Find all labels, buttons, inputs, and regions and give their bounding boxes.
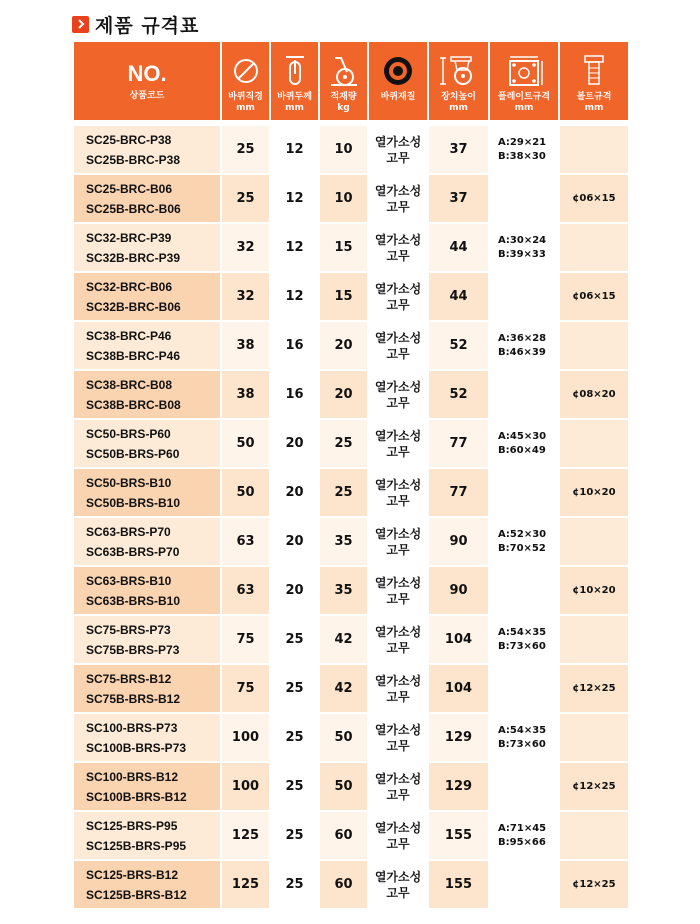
load-capacity-cell: 42 — [320, 665, 367, 714]
table-row — [74, 126, 628, 175]
wheel-thickness-cell: 20 — [271, 420, 318, 469]
material-line-1: 열가소성 — [374, 232, 422, 247]
load-capacity-cell: 60 — [320, 812, 367, 861]
wheel-material-cell — [369, 518, 427, 567]
material-line-1: 열가소성 — [374, 624, 422, 639]
plate-size-b: B:39×33 — [498, 248, 546, 260]
material-line-2: 고무 — [386, 297, 410, 312]
product-code-b: SC75B-BRS-P73 — [86, 642, 180, 657]
mounting-height-cell: 77 — [429, 420, 488, 469]
wheel-thickness-cell: 20 — [271, 469, 318, 518]
load-capacity-cell: 50 — [320, 714, 367, 763]
product-code-cell — [74, 812, 220, 861]
product-code-cell — [74, 518, 220, 567]
wheel-material-cell — [369, 322, 427, 371]
plate-size-cell — [490, 567, 558, 616]
product-code: SC63-BRS-B10 — [86, 573, 172, 588]
plate-size-a: A:54×35 — [498, 724, 547, 736]
plate-size-cell — [490, 518, 558, 567]
bolt-size-cell — [560, 616, 628, 665]
wheel-material-cell — [369, 420, 427, 469]
product-code-cell — [74, 126, 220, 175]
bolt-size-cell: ¢06×15 — [560, 273, 628, 322]
header-unit: mm — [584, 103, 604, 113]
product-code: SC50-BRS-B10 — [86, 475, 172, 490]
header-unit — [369, 103, 427, 120]
mounting-height-cell: 37 — [429, 126, 488, 175]
product-code: SC125-BRS-P95 — [86, 818, 178, 833]
load-capacity-icon — [320, 50, 367, 92]
wheel-thickness-cell: 25 — [271, 616, 318, 665]
table-row — [74, 518, 628, 567]
product-code-b: SC50B-BRS-B10 — [86, 495, 181, 510]
header-label: 플레이트규격 — [497, 92, 551, 102]
mounting-height-cell: 104 — [429, 665, 488, 714]
bolt-size-cell — [560, 812, 628, 861]
material-line-1: 열가소성 — [374, 673, 422, 688]
load-capacity-cell: 25 — [320, 420, 367, 469]
material-line-1: 열가소성 — [374, 379, 422, 394]
mounting-height-cell: 129 — [429, 763, 488, 812]
material-line-1: 열가소성 — [374, 281, 422, 296]
product-code-cell — [74, 322, 220, 371]
header-unit: mm — [449, 103, 468, 113]
material-line-1: 열가소성 — [374, 134, 422, 149]
material-line-2: 고무 — [386, 787, 410, 802]
product-code: SC25-BRC-B06 — [86, 181, 173, 196]
product-code: SC25-BRC-P38 — [86, 132, 172, 147]
wheel-diameter-cell: 63 — [222, 518, 269, 567]
product-code: SC125-BRS-B12 — [86, 867, 179, 882]
wheel-material-cell — [369, 126, 427, 175]
bolt-size-icon — [560, 50, 628, 92]
wheel-material-cell — [369, 714, 427, 763]
wheel-material-cell — [369, 224, 427, 273]
plate-size-cell — [490, 665, 558, 714]
wheel-material-icon — [369, 50, 427, 92]
product-code-cell — [74, 175, 220, 224]
plate-size-a: A:30×24 — [498, 234, 547, 246]
spec-table-body — [74, 126, 628, 910]
table-row — [74, 322, 628, 371]
load-capacity-cell: 42 — [320, 616, 367, 665]
wheel-thickness-icon — [271, 50, 318, 92]
material-line-2: 고무 — [386, 248, 410, 263]
header-unit: mm — [236, 103, 255, 113]
wheel-diameter-cell: 63 — [222, 567, 269, 616]
plate-size-cell — [490, 714, 558, 763]
header-label: 바퀴직경 — [228, 92, 263, 102]
material-line-2: 고무 — [386, 689, 410, 704]
wheel-diameter-cell: 100 — [222, 763, 269, 812]
product-code-b: SC50B-BRS-P60 — [86, 446, 180, 461]
load-capacity-cell: 10 — [320, 175, 367, 224]
wheel-diameter-cell: 32 — [222, 273, 269, 322]
plate-size-b: B:46×39 — [498, 346, 546, 358]
load-capacity-cell: 15 — [320, 273, 367, 322]
table-row — [74, 273, 628, 322]
material-line-1: 열가소성 — [374, 526, 422, 541]
header-label: 볼트규격 — [576, 92, 612, 102]
wheel-thickness-cell: 12 — [271, 224, 318, 273]
product-code-cell — [74, 665, 220, 714]
header-unit: kg — [337, 103, 350, 113]
product-code-cell — [74, 371, 220, 420]
header-wheel-material — [369, 42, 427, 120]
product-code: SC100-BRS-P73 — [86, 720, 178, 735]
mounting-height-cell: 44 — [429, 273, 488, 322]
header-wheel-diameter — [222, 42, 269, 120]
page-title-block — [72, 10, 199, 38]
wheel-diameter-cell: 75 — [222, 616, 269, 665]
material-line-1: 열가소성 — [374, 722, 422, 737]
product-code-cell — [74, 224, 220, 273]
plate-size-cell — [490, 420, 558, 469]
product-code-b: SC125B-BRS-P95 — [86, 838, 187, 853]
wheel-diameter-cell: 100 — [222, 714, 269, 763]
material-line-2: 고무 — [386, 542, 410, 557]
header-bolt-size — [560, 42, 628, 120]
load-capacity-cell: 20 — [320, 371, 367, 420]
mounting-height-cell: 44 — [429, 224, 488, 273]
product-code-b: SC75B-BRS-B12 — [86, 691, 181, 706]
wheel-thickness-cell: 25 — [271, 714, 318, 763]
mounting-height-cell: 90 — [429, 518, 488, 567]
header-unit: mm — [285, 103, 304, 113]
wheel-diameter-cell: 25 — [222, 175, 269, 224]
plate-size-cell — [490, 175, 558, 224]
load-capacity-cell: 10 — [320, 126, 367, 175]
product-code-b: SC38B-BRC-P46 — [86, 348, 181, 363]
bolt-size-cell: ¢10×20 — [560, 567, 628, 616]
product-code-b: SC100B-BRS-P73 — [86, 740, 187, 755]
wheel-material-cell — [369, 273, 427, 322]
product-code: SC75-BRS-B12 — [86, 671, 172, 686]
mounting-height-cell: 77 — [429, 469, 488, 518]
header-wheel-thickness — [271, 42, 318, 120]
header-label: 바퀴재질 — [380, 92, 416, 102]
wheel-thickness-cell: 20 — [271, 567, 318, 616]
product-code-b: SC63B-BRS-P70 — [86, 544, 180, 559]
plate-size-cell — [490, 126, 558, 175]
table-row — [74, 763, 628, 812]
wheel-material-cell — [369, 812, 427, 861]
plate-size-cell — [490, 616, 558, 665]
wheel-material-cell — [369, 371, 427, 420]
product-code-b: SC25B-BRC-B06 — [86, 201, 181, 216]
wheel-material-cell — [369, 763, 427, 812]
load-capacity-cell: 35 — [320, 567, 367, 616]
header-mounting-height — [429, 42, 488, 120]
material-line-1: 열가소성 — [374, 575, 422, 590]
wheel-diameter-cell: 125 — [222, 812, 269, 861]
wheel-diameter-cell: 125 — [222, 861, 269, 910]
plate-size-cell — [490, 861, 558, 910]
load-capacity-cell: 60 — [320, 861, 367, 910]
wheel-diameter-cell: 32 — [222, 224, 269, 273]
bolt-size-cell: ¢12×25 — [560, 861, 628, 910]
header-label: 바퀴두께 — [277, 92, 312, 102]
header-unit: mm — [514, 103, 534, 113]
load-capacity-cell: 20 — [320, 322, 367, 371]
wheel-thickness-cell: 16 — [271, 371, 318, 420]
plate-size-a: A:52×30 — [498, 528, 547, 540]
wheel-thickness-cell: 16 — [271, 322, 318, 371]
plate-size-cell — [490, 763, 558, 812]
material-line-2: 고무 — [386, 199, 410, 214]
table-row — [74, 224, 628, 273]
product-code-cell — [74, 567, 220, 616]
material-line-1: 열가소성 — [374, 330, 422, 345]
mounting-height-cell: 52 — [429, 371, 488, 420]
table-row — [74, 371, 628, 420]
plate-size-cell — [490, 322, 558, 371]
bolt-size-cell — [560, 322, 628, 371]
mounting-height-cell: 104 — [429, 616, 488, 665]
table-row — [74, 665, 628, 714]
load-capacity-cell: 15 — [320, 224, 367, 273]
mounting-height-cell: 155 — [429, 861, 488, 910]
header-row — [74, 42, 628, 120]
material-line-2: 고무 — [386, 493, 410, 508]
plate-size-b: B:73×60 — [498, 738, 546, 750]
wheel-diameter-icon — [222, 50, 269, 92]
product-code-cell — [74, 273, 220, 322]
wheel-material-cell — [369, 175, 427, 224]
wheel-diameter-cell: 50 — [222, 420, 269, 469]
product-code-cell — [74, 616, 220, 665]
plate-size-a: A:54×35 — [498, 626, 547, 638]
wheel-thickness-cell: 25 — [271, 861, 318, 910]
wheel-thickness-cell: 12 — [271, 175, 318, 224]
plate-size-b: B:73×60 — [498, 640, 546, 652]
plate-size-b: B:60×49 — [498, 444, 546, 456]
table-row — [74, 567, 628, 616]
mounting-height-cell: 52 — [429, 322, 488, 371]
bolt-size-cell — [560, 126, 628, 175]
bolt-size-cell: ¢10×20 — [560, 469, 628, 518]
material-line-2: 고무 — [386, 591, 410, 606]
page-title: 제품 규격표 — [95, 14, 200, 37]
material-line-2: 고무 — [386, 836, 410, 851]
product-code: SC75-BRS-P73 — [86, 622, 171, 637]
header-label: 적재량 — [330, 92, 357, 102]
material-line-1: 열가소성 — [374, 869, 422, 884]
material-line-2: 고무 — [386, 885, 410, 900]
product-code-cell — [74, 763, 220, 812]
plate-size-b: B:70×52 — [498, 542, 546, 554]
header-load-capacity — [320, 42, 367, 120]
product-code: SC38-BRC-P46 — [86, 328, 172, 343]
wheel-diameter-cell: 38 — [222, 322, 269, 371]
table-row — [74, 469, 628, 518]
wheel-diameter-cell: 75 — [222, 665, 269, 714]
bolt-size-cell — [560, 224, 628, 273]
bolt-size-cell — [560, 420, 628, 469]
plate-size-a: A:71×45 — [498, 822, 547, 834]
wheel-material-cell — [369, 665, 427, 714]
plate-size-b: B:38×30 — [498, 150, 546, 162]
product-code-cell — [74, 861, 220, 910]
wheel-material-cell — [369, 616, 427, 665]
header-no-label: NO. — [127, 60, 167, 86]
wheel-thickness-cell: 25 — [271, 812, 318, 861]
product-code-b: SC25B-BRC-P38 — [86, 152, 181, 167]
bolt-size-cell: ¢12×25 — [560, 763, 628, 812]
product-code-cell — [74, 420, 220, 469]
mounting-height-cell: 155 — [429, 812, 488, 861]
plate-size-a: A:45×30 — [498, 430, 547, 442]
wheel-material-cell — [369, 469, 427, 518]
product-code-b: SC32B-BRC-B06 — [86, 299, 181, 314]
mounting-height-cell: 129 — [429, 714, 488, 763]
product-code: SC63-BRS-P70 — [86, 524, 171, 539]
plate-size-b: B:95×66 — [498, 836, 546, 848]
plate-size-cell — [490, 224, 558, 273]
plate-size-cell — [490, 812, 558, 861]
product-code-cell — [74, 469, 220, 518]
plate-size-icon — [490, 50, 558, 92]
wheel-thickness-cell: 20 — [271, 518, 318, 567]
plate-size-cell — [490, 371, 558, 420]
wheel-diameter-cell: 25 — [222, 126, 269, 175]
load-capacity-cell: 50 — [320, 763, 367, 812]
material-line-1: 열가소성 — [374, 183, 422, 198]
plate-size-a: A:29×21 — [498, 136, 547, 148]
product-code-b: SC38B-BRC-B08 — [86, 397, 181, 412]
material-line-1: 열가소성 — [374, 771, 422, 786]
product-code: SC38-BRC-B08 — [86, 377, 173, 392]
product-code-cell — [74, 714, 220, 763]
wheel-material-cell — [369, 861, 427, 910]
wheel-thickness-cell: 12 — [271, 273, 318, 322]
plate-size-cell — [490, 469, 558, 518]
material-line-1: 열가소성 — [374, 477, 422, 492]
product-code: SC32-BRC-B06 — [86, 279, 173, 294]
material-line-2: 고무 — [386, 640, 410, 655]
table-row — [74, 175, 628, 224]
bolt-size-cell — [560, 518, 628, 567]
table-row — [74, 420, 628, 469]
material-line-1: 열가소성 — [374, 820, 422, 835]
wheel-material-cell — [369, 567, 427, 616]
material-line-2: 고무 — [386, 444, 410, 459]
wheel-diameter-cell: 50 — [222, 469, 269, 518]
material-line-2: 고무 — [386, 738, 410, 753]
table-row — [74, 861, 628, 910]
product-code-b: SC100B-BRS-B12 — [86, 789, 187, 804]
product-code: SC50-BRS-P60 — [86, 426, 171, 441]
product-code-b: SC125B-BRS-B12 — [86, 887, 187, 902]
mounting-height-cell: 37 — [429, 175, 488, 224]
bolt-size-cell: ¢06×15 — [560, 175, 628, 224]
spec-table — [72, 42, 630, 910]
product-code-b: SC32B-BRC-P39 — [86, 250, 181, 265]
mounting-height-icon — [429, 50, 488, 92]
load-capacity-cell: 35 — [320, 518, 367, 567]
material-line-2: 고무 — [386, 395, 410, 410]
wheel-thickness-cell: 25 — [271, 665, 318, 714]
material-line-2: 고무 — [386, 346, 410, 361]
bolt-size-cell: ¢12×25 — [560, 665, 628, 714]
table-row — [74, 812, 628, 861]
material-line-2: 고무 — [386, 150, 410, 165]
product-code: SC100-BRS-B12 — [86, 769, 179, 784]
header-label: 장치높이 — [441, 92, 476, 102]
material-line-1: 열가소성 — [374, 428, 422, 443]
table-row — [74, 714, 628, 763]
bolt-size-cell — [560, 714, 628, 763]
header-product-code-label: 상품코드 — [129, 90, 165, 101]
wheel-thickness-cell: 25 — [271, 763, 318, 812]
bolt-size-cell: ¢08×20 — [560, 371, 628, 420]
plate-size-cell — [490, 273, 558, 322]
mounting-height-cell: 90 — [429, 567, 488, 616]
wheel-diameter-cell: 38 — [222, 371, 269, 420]
header-plate-size — [490, 42, 558, 120]
wheel-thickness-cell: 12 — [271, 126, 318, 175]
product-code-b: SC63B-BRS-B10 — [86, 593, 181, 608]
header-product-code — [74, 42, 220, 120]
plate-size-a: A:36×28 — [498, 332, 547, 344]
product-code: SC32-BRC-P39 — [86, 230, 172, 245]
table-row — [74, 616, 628, 665]
arrow-right-icon — [72, 16, 89, 33]
load-capacity-cell: 25 — [320, 469, 367, 518]
